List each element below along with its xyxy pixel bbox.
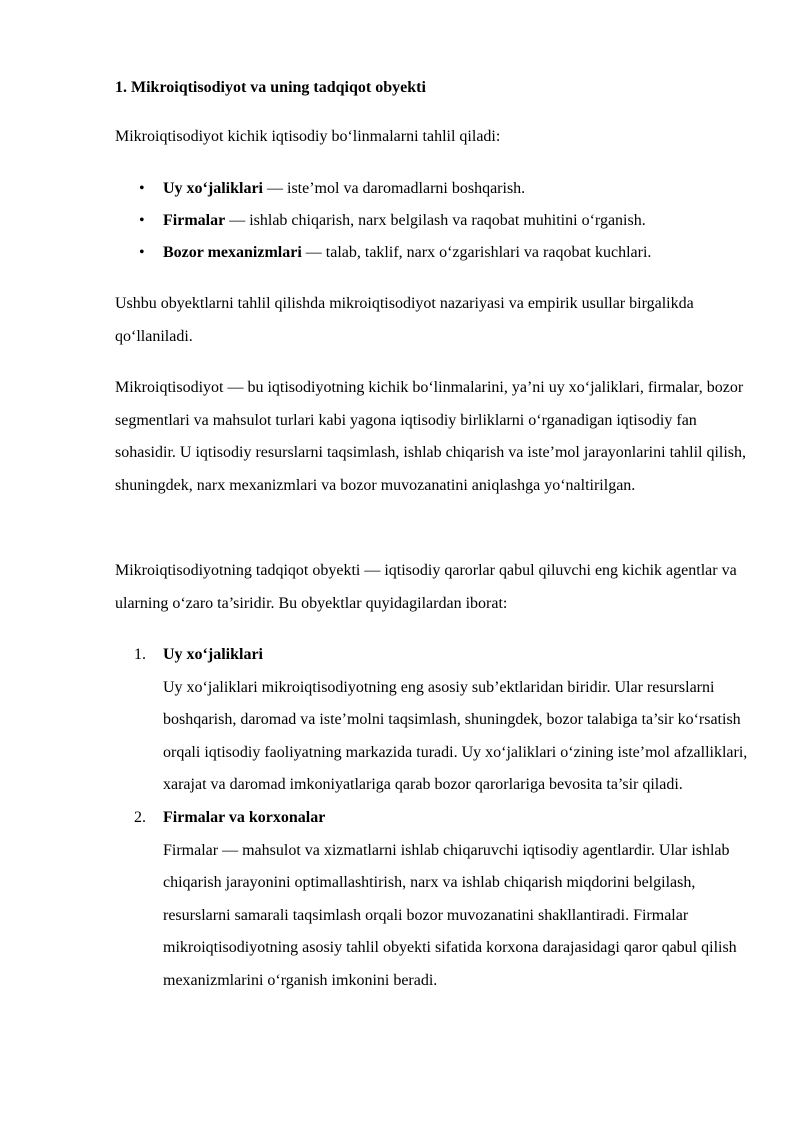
bullet-desc: — talab, taklif, narx o‘zgarishlari va raqobat kuchlari.: [301, 244, 652, 261]
item-number: 2.: [134, 808, 146, 826]
numbered-list: [115, 639, 755, 998]
bullet-icon: •: [139, 180, 145, 197]
body-paragraph: Ushbu obyektlarni tahlil qilishda mikroiqtisodiyot nazariyasi va empirik usullar birgalikda qo‘llaniladi.: [115, 295, 694, 345]
bullet-desc: — iste’mol va daromadlarni boshqarish.: [263, 180, 526, 197]
bullet-term: Firmalar: [163, 212, 226, 229]
body-paragraph: Mikroiqtisodiyot — bu iqtisodiyotning kichik bo‘linmalarini, ya’ni uy xo‘jaliklari, firmalar, bozor segmentlari va mahsulot turlari kabi yagona iqtisodiy birliklarni o‘rganadigan iqtisodiy fan sohasidir. U iqtisodiy resurslarni taqsimlash, ishlab chiqarish va iste’mol jarayonlarini tahlil qilish, shuningdek, narx mexanizmlari va bozor muvozanatini aniqlashga yo‘naltirilgan.: [115, 379, 747, 494]
bullet-desc: — ishlab chiqarish, narx belgilash va raqobat muhitini o‘rganish.: [225, 212, 646, 229]
bullet-item: [115, 173, 755, 205]
bullet-item: [115, 205, 755, 237]
numbered-item: [115, 639, 755, 802]
bullet-term: Bozor mexanizmlari: [163, 244, 302, 261]
item-text: Firmalar — mahsulot va xizmatlarni ishlab chiqaruvchi iqtisodiy agentlardir. Ular ishlab chiqarish jarayonini optimallashtirish, narx va ishlab chiqarish miqdorini belgilash, resurslarni samarali taqsimlash orqali bozor muvozanatini shakllantiradi. Firmalar mikroiqtisodiyotning asosiy tahlil obyekti sifatida korxona darajasidagi qaror qabul qilish mexanizmlarini o‘rganish imkonini beradi.: [163, 841, 737, 989]
bullet-list: [115, 173, 755, 269]
bullet-icon: •: [139, 244, 145, 261]
bullet-item: [115, 237, 755, 269]
item-title: Firmalar va korxonalar: [163, 808, 326, 826]
bullet-term: Uy xo‘jaliklari: [163, 180, 263, 197]
bullet-icon: •: [139, 212, 145, 229]
intro-paragraph: Mikroiqtisodiyot kichik iqtisodiy bo‘linmalarni tahlil qiladi:: [115, 128, 501, 145]
body-paragraph: Mikroiqtisodiyotning tadqiqot obyekti — iqtisodiy qarorlar qabul qiluvchi eng kichik agentlar va ularning o‘zaro ta’siridir. Bu obyektlar quyidagilardan iborat:: [115, 562, 737, 612]
numbered-item: [115, 802, 755, 998]
item-title: Uy xo‘jaliklari: [163, 646, 263, 663]
item-text: Uy xo‘jaliklari mikroiqtisodiyotning eng asosiy sub’ektlaridan biridir. Ular resurslarni boshqarish, daromad va iste’molni taqsimlash, shuningdek, bozor talabiga ta’sir ko‘rsatish orqali iqtisodiy faoliyatning markazida turadi. Uy xo‘jaliklari o‘zining iste’mol afzalliklari, xarajat va daromad imkoniyatlariga qarab bozor qarorlariga bevosita ta’sir qiladi.: [163, 678, 748, 794]
section-heading: 1. Mikroiqtisodiyot va uning tadqiqot obyekti: [115, 79, 426, 96]
item-number: 1.: [134, 646, 146, 663]
